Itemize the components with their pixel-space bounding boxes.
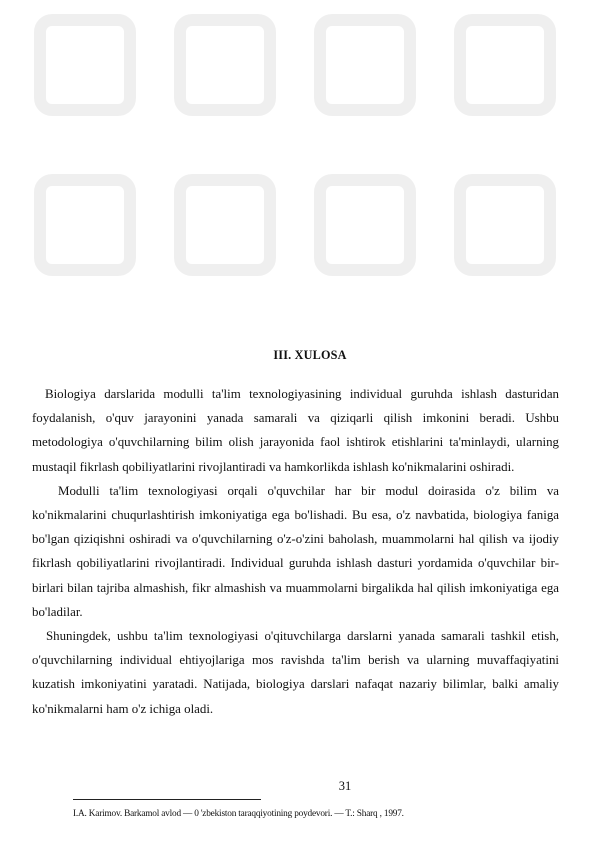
watermark-pattern [20,0,580,320]
footnote: I.A. Karimov. Barkamol avlod — 0 'zbekiston taraqqiyotining poydevori. — T.: Sharq , 1997. [73,809,404,819]
paragraph-2: Modulli ta'lim texnologiyasi orqali o'quvchilar har bir modul doirasida o'z bilim va ko'nikmalarini chuqurlashtirish imkoniyatiga ega bo'lishadi. Bu esa, o'z navbatida, biologiya faniga bo'lgan qiziqishni oshiradi va o'quvchilarning o'z-o'zini baholash, muammolarni hal qilish va ijodiy fikrlash qobiliyatlarini rivojlantiradi. Individual guruhda ishlash dasturi yordamida o'quvchilar bir-birlari bilan tajriba almashish, fikr almashish va muammolarni birgalikda hal qilish imkoniyatiga ega bo'ladilar. [32,483,559,619]
body-text [32,382,559,721]
paragraph-1: Biologiya darslarida modulli ta'lim texnologiyasining individual guruhda ishlash dasturidan foydalanish, o'quv jarayonini yanada samarali va qiziqarli qilish imkonini beradi. Ushbu metodologiya o'quvchilarning bilim olish jarayonida faol ishtirok etishlarini ta'minlaydi, ularning mustaqil fikrlash qobiliyatlarini rivojlantiradi va hamkorlikda ishlash ko'nikmalarini oshiradi. [32,387,559,474]
page-number: 31 [338,779,352,793]
section-heading: III. XULOSA [273,348,347,362]
footnote-divider [73,799,261,800]
paragraph-3: Shuningdek, ushbu ta'lim texnologiyasi o'qituvchilarga darslarni yanada samarali tashkil etish, o'quvchilarning individual ehtiyojlariga mos ravishda ta'lim berish va ularning muvaffaqiyatini kuzatish imkoniyatini yaratadi. Natijada, biologiya darslari nafaqat nazariy bilimlar, balki amaliy ko'nikmalarni ham o'z ichiga oladi. [32,629,559,716]
